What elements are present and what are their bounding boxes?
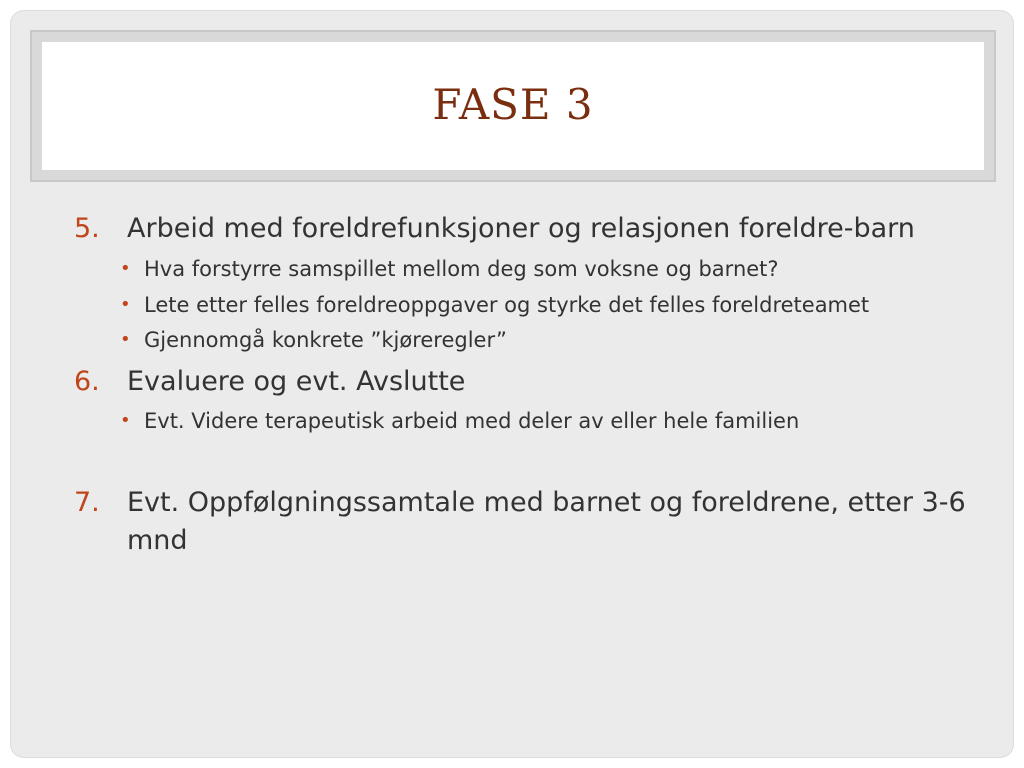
sub-list-item	[120, 406, 974, 436]
bullet-icon: •	[120, 294, 131, 315]
bullet-icon: •	[120, 329, 131, 350]
list-item-7	[74, 484, 974, 560]
sub-list-item-text: Evt. Videre terapeutisk arbeid med deler av eller hele familien	[144, 409, 800, 433]
list-number: 5.	[74, 213, 100, 244]
list-item-text: Arbeid med foreldrefunksjoner og relasjonen foreldre-barn	[127, 213, 915, 244]
sub-list-item-text: Hva forstyrre samspillet mellom deg som voksne og barnet?	[144, 257, 779, 281]
content-list	[74, 198, 974, 560]
slide-title: FASE 3	[432, 79, 594, 129]
bullet-icon: •	[120, 410, 131, 431]
list-item-text: Evt. Oppfølgningssamtale med barnet og foreldrene, etter 3-6 mnd	[127, 487, 966, 556]
list-item-5	[74, 210, 974, 248]
sub-list-item-text: Gjennomgå konkrete ”kjøreregler”	[144, 328, 507, 352]
sub-list-item	[120, 290, 974, 320]
sub-list-item-text: Lete etter felles foreldreoppgaver og styrke det felles foreldreteamet	[144, 293, 870, 317]
list-number: 6.	[74, 366, 100, 397]
title-box	[42, 42, 984, 170]
title-frame	[30, 30, 996, 182]
list-item-6	[74, 363, 974, 401]
list-number: 7.	[74, 487, 100, 518]
list-item-text: Evaluere og evt. Avslutte	[127, 366, 466, 397]
slide	[10, 10, 1014, 758]
sub-list-item	[120, 254, 974, 284]
bullet-icon: •	[120, 258, 131, 279]
sub-list-item	[120, 325, 974, 355]
